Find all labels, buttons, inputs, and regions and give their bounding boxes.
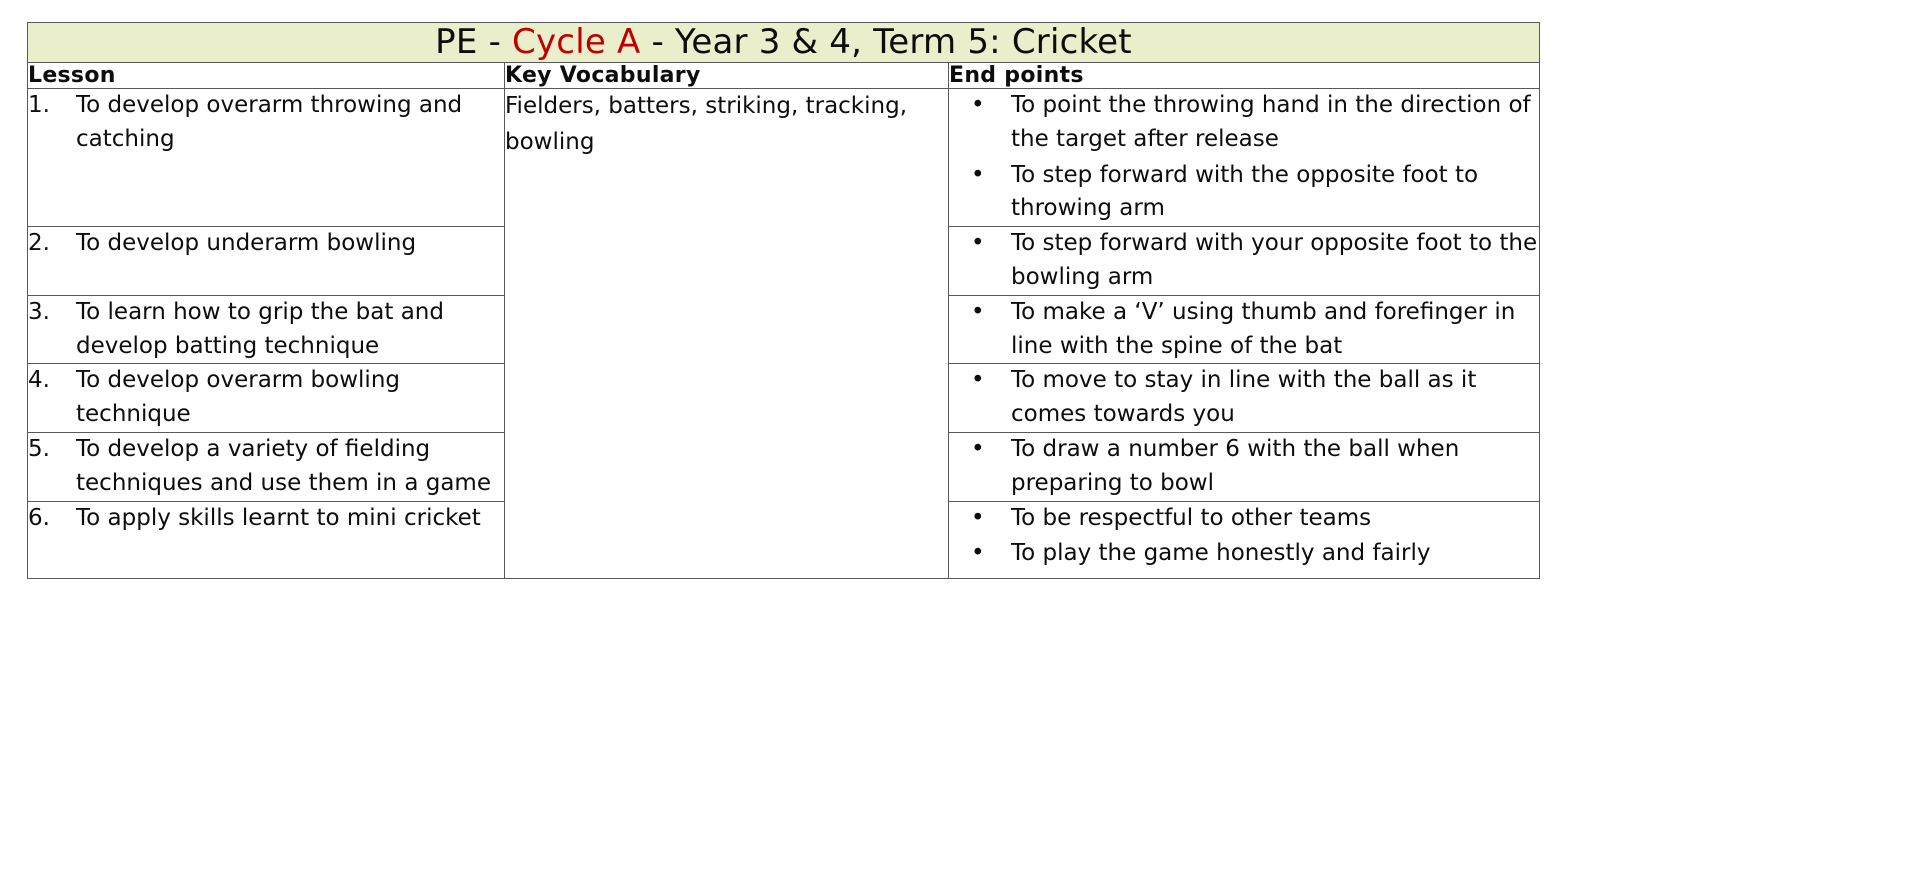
end-point-text: To step forward with your opposite foot to the bowling arm [1011, 230, 1538, 291]
lesson-number: 4. [28, 367, 50, 394]
bullet-icon: • [971, 92, 985, 119]
unit-title-banner [28, 23, 1540, 63]
key-vocabulary-cell [505, 89, 949, 579]
lesson-number: 6. [28, 504, 50, 531]
lesson-objective: To apply skills learnt to mini cricket [76, 504, 481, 531]
bullet-icon: • [971, 367, 985, 394]
lesson-number: 5. [28, 436, 50, 463]
lesson-cell [28, 501, 505, 578]
end-points-cell [949, 89, 1540, 227]
column-header-key-vocabulary: Key Vocabulary [505, 63, 949, 89]
bullet-icon: • [971, 540, 985, 567]
lesson-number: 3. [28, 298, 50, 325]
end-point-text: To be respectful to other teams [1011, 504, 1372, 531]
end-point-item [949, 364, 1539, 432]
lesson-number: 1. [28, 92, 50, 119]
end-points-list [949, 364, 1539, 432]
lesson-objective: To develop overarm throwing and catching [76, 92, 463, 152]
end-point-text: To point the throwing hand in the direction of the target after release [1011, 92, 1531, 152]
lesson-objective: To develop a variety of fielding techniques and use them in a game [76, 436, 491, 496]
end-points-list [949, 433, 1539, 501]
end-points-cell [949, 295, 1540, 364]
end-points-list [949, 296, 1539, 364]
end-points-list [949, 502, 1539, 572]
bullet-icon: • [971, 230, 985, 257]
end-points-cell [949, 227, 1540, 296]
title-suffix: - Year 3 & 4, Term 5: Cricket [640, 22, 1132, 62]
lesson-cell [28, 433, 505, 502]
table-header-row [28, 63, 1540, 89]
key-vocabulary-text: Fielders, batters, striking, tracking, bowling [505, 93, 908, 155]
lesson-objective: To develop underarm bowling [76, 230, 417, 257]
lesson-cell [28, 89, 505, 227]
table-row [28, 89, 1540, 227]
end-point-text: To play the game honestly and fairly [1011, 540, 1431, 567]
end-point-text: To make a ‘V’ using thumb and forefinger in line with the spine of the bat [1011, 298, 1516, 359]
lesson-cell [28, 364, 505, 433]
lesson-objective: To learn how to grip the bat and develop batting technique [76, 298, 444, 359]
end-point-item [949, 502, 1539, 536]
end-point-item [949, 296, 1539, 364]
title-prefix: PE - [435, 22, 513, 62]
bullet-icon: • [971, 298, 985, 325]
end-point-item [949, 537, 1539, 571]
column-header-lesson: Lesson [28, 63, 505, 89]
end-point-text: To move to stay in line with the ball as it comes towards you [1011, 367, 1477, 428]
end-points-cell [949, 433, 1540, 502]
end-point-item [949, 89, 1539, 157]
lesson-objective: To develop overarm bowling technique [76, 367, 400, 428]
curriculum-overview-table [27, 22, 1540, 579]
end-point-text: To draw a number 6 with the ball when preparing to bowl [1011, 436, 1460, 496]
end-point-item [949, 227, 1539, 295]
lesson-cell [28, 295, 505, 364]
end-points-cell [949, 364, 1540, 433]
unit-title [435, 22, 1132, 62]
lesson-cell [28, 227, 505, 296]
title-cycle-label: Cycle A [512, 22, 641, 62]
end-point-item [949, 159, 1539, 227]
end-point-item [949, 433, 1539, 501]
table-title-row [28, 23, 1540, 63]
column-header-end-points: End points [949, 63, 1540, 89]
end-points-list [949, 227, 1539, 295]
lesson-number: 2. [28, 230, 50, 257]
end-points-list [949, 89, 1539, 226]
bullet-icon: • [971, 504, 985, 531]
end-points-cell [949, 501, 1540, 578]
bullet-icon: • [971, 436, 985, 463]
bullet-icon: • [971, 161, 985, 188]
end-point-text: To step forward with the opposite foot to throwing arm [1011, 161, 1479, 222]
